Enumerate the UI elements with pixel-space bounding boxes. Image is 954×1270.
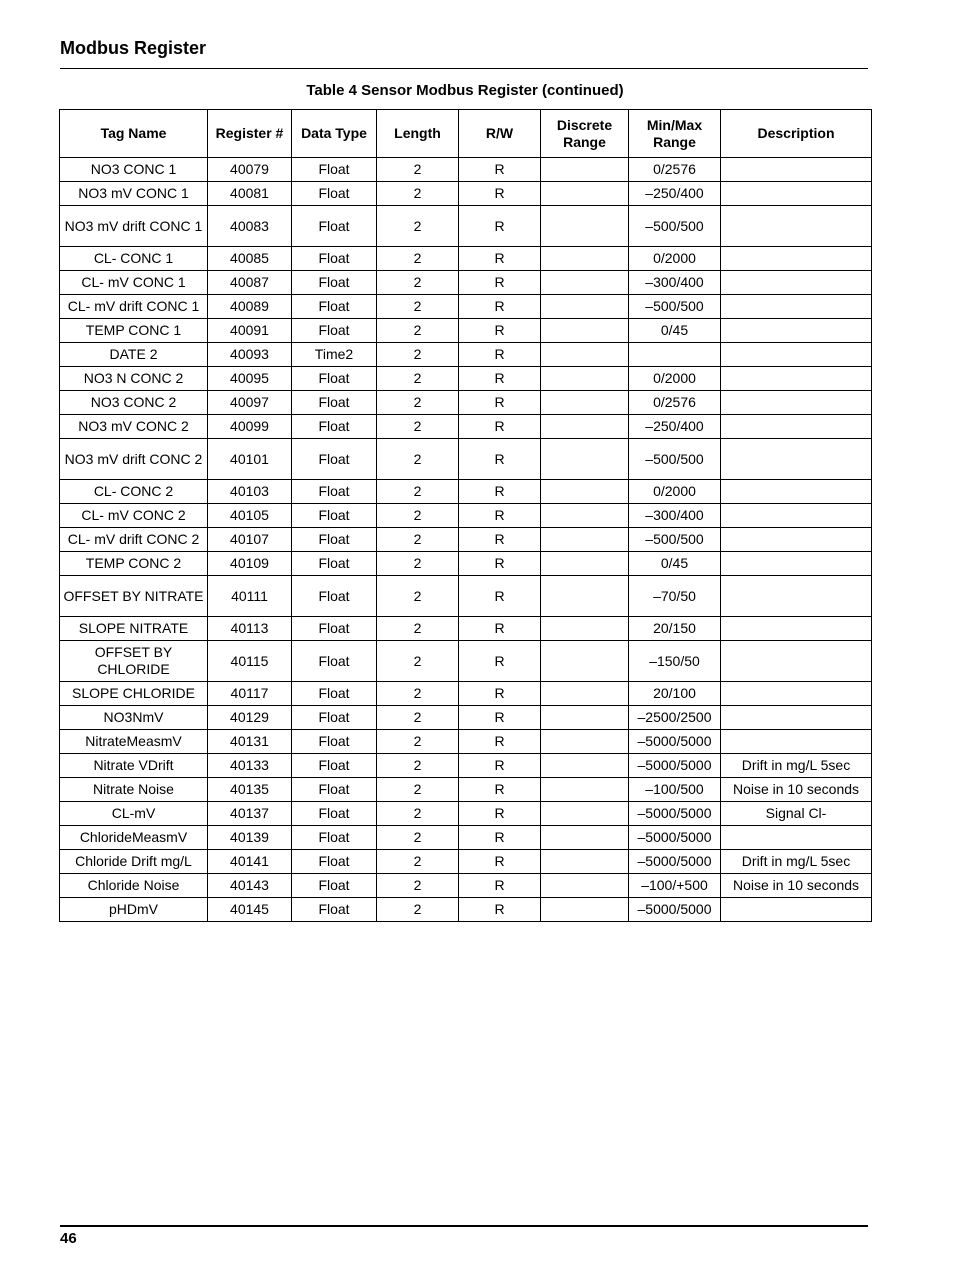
cell-discrete-range <box>541 391 629 415</box>
cell-description: Noise in 10 seconds <box>721 778 872 802</box>
cell-discrete-range <box>541 682 629 706</box>
cell-rw: R <box>459 778 541 802</box>
cell-discrete-range <box>541 415 629 439</box>
cell-min-max-range: 0/2000 <box>629 480 721 504</box>
column-header-data-type: Data Type <box>292 110 377 158</box>
cell-register: 40089 <box>208 295 292 319</box>
cell-tag-name: TEMP CONC 2 <box>60 552 208 576</box>
cell-rw: R <box>459 850 541 874</box>
cell-min-max-range: –5000/5000 <box>629 898 721 922</box>
table-row <box>60 295 872 319</box>
section-title: Modbus Register <box>60 38 207 58</box>
cell-discrete-range <box>541 802 629 826</box>
cell-tag-name: TEMP CONC 1 <box>60 319 208 343</box>
cell-rw: R <box>459 182 541 206</box>
cell-length: 2 <box>377 730 459 754</box>
table-row <box>60 802 872 826</box>
cell-tag-name: CL- mV CONC 2 <box>60 504 208 528</box>
cell-min-max-range: –500/500 <box>629 295 721 319</box>
column-header-tag-name: Tag Name <box>60 110 208 158</box>
cell-min-max-range: 0/2000 <box>629 367 721 391</box>
cell-rw: R <box>459 439 541 480</box>
cell-data-type: Float <box>292 158 377 182</box>
cell-rw: R <box>459 158 541 182</box>
cell-tag-name: NO3 mV CONC 1 <box>60 182 208 206</box>
cell-length: 2 <box>377 826 459 850</box>
cell-data-type: Float <box>292 182 377 206</box>
cell-data-type: Float <box>292 778 377 802</box>
cell-tag-name: Nitrate Noise <box>60 778 208 802</box>
cell-data-type: Float <box>292 528 377 552</box>
cell-min-max-range: –5000/5000 <box>629 802 721 826</box>
cell-register: 40143 <box>208 874 292 898</box>
cell-length: 2 <box>377 528 459 552</box>
cell-description <box>721 898 872 922</box>
table-row <box>60 706 872 730</box>
cell-data-type: Float <box>292 552 377 576</box>
cell-min-max-range: 20/150 <box>629 617 721 641</box>
table-row <box>60 528 872 552</box>
cell-register: 40107 <box>208 528 292 552</box>
cell-rw: R <box>459 617 541 641</box>
table-row <box>60 391 872 415</box>
cell-length: 2 <box>377 850 459 874</box>
cell-rw: R <box>459 271 541 295</box>
cell-min-max-range: –100/500 <box>629 778 721 802</box>
cell-data-type: Float <box>292 706 377 730</box>
cell-discrete-range <box>541 247 629 271</box>
cell-length: 2 <box>377 754 459 778</box>
cell-length: 2 <box>377 182 459 206</box>
cell-data-type: Float <box>292 439 377 480</box>
page-number: 46 <box>60 1230 77 1247</box>
table-row <box>60 367 872 391</box>
cell-length: 2 <box>377 802 459 826</box>
cell-min-max-range: 0/45 <box>629 319 721 343</box>
cell-length: 2 <box>377 480 459 504</box>
cell-data-type: Float <box>292 367 377 391</box>
table-row <box>60 826 872 850</box>
cell-length: 2 <box>377 874 459 898</box>
cell-description <box>721 415 872 439</box>
cell-min-max-range: 0/2000 <box>629 247 721 271</box>
cell-description <box>721 271 872 295</box>
table-row <box>60 439 872 480</box>
cell-data-type: Float <box>292 576 377 617</box>
cell-register: 40081 <box>208 182 292 206</box>
cell-min-max-range: –70/50 <box>629 576 721 617</box>
cell-tag-name: SLOPE CHLORIDE <box>60 682 208 706</box>
table-row <box>60 617 872 641</box>
table-row <box>60 271 872 295</box>
cell-min-max-range: –250/400 <box>629 182 721 206</box>
cell-discrete-range <box>541 367 629 391</box>
cell-register: 40137 <box>208 802 292 826</box>
cell-rw: R <box>459 641 541 682</box>
cell-length: 2 <box>377 295 459 319</box>
table-row <box>60 898 872 922</box>
cell-description <box>721 706 872 730</box>
cell-min-max-range: –5000/5000 <box>629 826 721 850</box>
cell-discrete-range <box>541 778 629 802</box>
cell-register: 40099 <box>208 415 292 439</box>
cell-length: 2 <box>377 343 459 367</box>
cell-tag-name: NO3 N CONC 2 <box>60 367 208 391</box>
cell-discrete-range <box>541 576 629 617</box>
cell-tag-name: CL- CONC 2 <box>60 480 208 504</box>
cell-length: 2 <box>377 617 459 641</box>
footer-rule <box>60 1225 868 1227</box>
column-header-discrete-range: Discrete Range <box>541 110 629 158</box>
table-row <box>60 480 872 504</box>
cell-register: 40091 <box>208 319 292 343</box>
cell-rw: R <box>459 898 541 922</box>
column-header-length: Length <box>377 110 459 158</box>
cell-register: 40129 <box>208 706 292 730</box>
cell-min-max-range: –300/400 <box>629 504 721 528</box>
cell-length: 2 <box>377 576 459 617</box>
cell-register: 40103 <box>208 480 292 504</box>
cell-rw: R <box>459 826 541 850</box>
cell-register: 40105 <box>208 504 292 528</box>
cell-description <box>721 319 872 343</box>
cell-tag-name: CL- mV drift CONC 2 <box>60 528 208 552</box>
cell-data-type: Float <box>292 480 377 504</box>
cell-rw: R <box>459 247 541 271</box>
cell-data-type: Float <box>292 754 377 778</box>
cell-data-type: Float <box>292 295 377 319</box>
cell-description <box>721 439 872 480</box>
cell-description <box>721 617 872 641</box>
cell-description <box>721 247 872 271</box>
cell-description: Drift in mg/L 5sec <box>721 754 872 778</box>
cell-min-max-range: –100/+500 <box>629 874 721 898</box>
cell-min-max-range: –500/500 <box>629 528 721 552</box>
cell-length: 2 <box>377 778 459 802</box>
cell-description: Signal Cl- <box>721 802 872 826</box>
column-header-min-max-range: Min/Max Range <box>629 110 721 158</box>
cell-description <box>721 391 872 415</box>
cell-min-max-range: –5000/5000 <box>629 730 721 754</box>
cell-tag-name: NO3 mV drift CONC 2 <box>60 439 208 480</box>
cell-register: 40139 <box>208 826 292 850</box>
cell-data-type: Float <box>292 826 377 850</box>
column-header-register: Register # <box>208 110 292 158</box>
cell-data-type: Float <box>292 898 377 922</box>
table-row <box>60 247 872 271</box>
cell-length: 2 <box>377 552 459 576</box>
cell-register: 40079 <box>208 158 292 182</box>
cell-min-max-range: 20/100 <box>629 682 721 706</box>
cell-rw: R <box>459 391 541 415</box>
cell-data-type: Float <box>292 247 377 271</box>
cell-discrete-range <box>541 182 629 206</box>
cell-rw: R <box>459 206 541 247</box>
cell-tag-name: DATE 2 <box>60 343 208 367</box>
cell-discrete-range <box>541 730 629 754</box>
cell-tag-name: CL- CONC 1 <box>60 247 208 271</box>
cell-register: 40145 <box>208 898 292 922</box>
cell-discrete-range <box>541 480 629 504</box>
cell-register: 40135 <box>208 778 292 802</box>
table-row <box>60 319 872 343</box>
cell-discrete-range <box>541 874 629 898</box>
cell-register: 40085 <box>208 247 292 271</box>
cell-tag-name: CL-mV <box>60 802 208 826</box>
cell-data-type: Float <box>292 730 377 754</box>
cell-description <box>721 730 872 754</box>
cell-discrete-range <box>541 552 629 576</box>
table-row <box>60 552 872 576</box>
cell-register: 40131 <box>208 730 292 754</box>
cell-rw: R <box>459 730 541 754</box>
cell-rw: R <box>459 552 541 576</box>
cell-length: 2 <box>377 158 459 182</box>
cell-rw: R <box>459 754 541 778</box>
cell-length: 2 <box>377 367 459 391</box>
cell-length: 2 <box>377 706 459 730</box>
cell-data-type: Float <box>292 271 377 295</box>
cell-register: 40083 <box>208 206 292 247</box>
table-row <box>60 874 872 898</box>
cell-tag-name: NO3 CONC 1 <box>60 158 208 182</box>
cell-description <box>721 158 872 182</box>
cell-discrete-range <box>541 158 629 182</box>
cell-rw: R <box>459 480 541 504</box>
cell-rw: R <box>459 528 541 552</box>
cell-min-max-range: 0/2576 <box>629 158 721 182</box>
cell-register: 40095 <box>208 367 292 391</box>
cell-min-max-range: –5000/5000 <box>629 850 721 874</box>
cell-description <box>721 367 872 391</box>
column-header-rw: R/W <box>459 110 541 158</box>
cell-length: 2 <box>377 415 459 439</box>
cell-min-max-range: –250/400 <box>629 415 721 439</box>
cell-min-max-range: –300/400 <box>629 271 721 295</box>
cell-length: 2 <box>377 682 459 706</box>
cell-description <box>721 206 872 247</box>
cell-data-type: Float <box>292 682 377 706</box>
cell-tag-name: OFFSET BY NITRATE <box>60 576 208 617</box>
cell-register: 40117 <box>208 682 292 706</box>
table-row <box>60 754 872 778</box>
cell-discrete-range <box>541 641 629 682</box>
modbus-register-table <box>59 109 872 922</box>
cell-discrete-range <box>541 295 629 319</box>
cell-rw: R <box>459 343 541 367</box>
cell-min-max-range: 0/2576 <box>629 391 721 415</box>
cell-data-type: Float <box>292 802 377 826</box>
cell-discrete-range <box>541 850 629 874</box>
cell-data-type: Float <box>292 391 377 415</box>
cell-length: 2 <box>377 898 459 922</box>
table-row <box>60 206 872 247</box>
cell-length: 2 <box>377 439 459 480</box>
cell-tag-name: Nitrate VDrift <box>60 754 208 778</box>
cell-length: 2 <box>377 271 459 295</box>
cell-description: Noise in 10 seconds <box>721 874 872 898</box>
cell-discrete-range <box>541 343 629 367</box>
cell-data-type: Float <box>292 641 377 682</box>
cell-data-type: Float <box>292 850 377 874</box>
cell-description <box>721 504 872 528</box>
table-row <box>60 504 872 528</box>
table-row <box>60 158 872 182</box>
cell-data-type: Float <box>292 206 377 247</box>
cell-data-type: Float <box>292 415 377 439</box>
cell-tag-name: NitrateMeasmV <box>60 730 208 754</box>
cell-discrete-range <box>541 826 629 850</box>
cell-data-type: Float <box>292 504 377 528</box>
cell-rw: R <box>459 706 541 730</box>
cell-discrete-range <box>541 206 629 247</box>
cell-register: 40097 <box>208 391 292 415</box>
table-row <box>60 182 872 206</box>
cell-description <box>721 343 872 367</box>
cell-tag-name: Chloride Drift mg/L <box>60 850 208 874</box>
cell-tag-name: NO3 mV drift CONC 1 <box>60 206 208 247</box>
cell-rw: R <box>459 319 541 343</box>
cell-register: 40109 <box>208 552 292 576</box>
cell-tag-name: ChlorideMeasmV <box>60 826 208 850</box>
cell-register: 40093 <box>208 343 292 367</box>
cell-length: 2 <box>377 641 459 682</box>
cell-register: 40087 <box>208 271 292 295</box>
cell-min-max-range <box>629 343 721 367</box>
header-rule <box>60 68 868 69</box>
cell-data-type: Time2 <box>292 343 377 367</box>
cell-tag-name: CL- mV CONC 1 <box>60 271 208 295</box>
column-header-description: Description <box>721 110 872 158</box>
cell-min-max-range: –500/500 <box>629 206 721 247</box>
cell-description <box>721 182 872 206</box>
cell-discrete-range <box>541 271 629 295</box>
cell-discrete-range <box>541 528 629 552</box>
cell-tag-name: NO3NmV <box>60 706 208 730</box>
cell-register: 40115 <box>208 641 292 682</box>
cell-discrete-range <box>541 439 629 480</box>
cell-rw: R <box>459 874 541 898</box>
cell-length: 2 <box>377 206 459 247</box>
cell-description <box>721 528 872 552</box>
cell-discrete-range <box>541 319 629 343</box>
cell-description <box>721 552 872 576</box>
cell-description <box>721 576 872 617</box>
cell-description <box>721 295 872 319</box>
cell-min-max-range: –150/50 <box>629 641 721 682</box>
table-row <box>60 343 872 367</box>
cell-rw: R <box>459 576 541 617</box>
table-row <box>60 778 872 802</box>
cell-register: 40113 <box>208 617 292 641</box>
cell-description <box>721 682 872 706</box>
table-row <box>60 730 872 754</box>
cell-register: 40141 <box>208 850 292 874</box>
cell-description: Drift in mg/L 5sec <box>721 850 872 874</box>
cell-discrete-range <box>541 706 629 730</box>
cell-description <box>721 641 872 682</box>
cell-data-type: Float <box>292 874 377 898</box>
table-row <box>60 641 872 682</box>
table-row <box>60 850 872 874</box>
cell-tag-name: pHDmV <box>60 898 208 922</box>
cell-length: 2 <box>377 319 459 343</box>
cell-length: 2 <box>377 391 459 415</box>
cell-min-max-range: –5000/5000 <box>629 754 721 778</box>
cell-rw: R <box>459 682 541 706</box>
table-row <box>60 576 872 617</box>
cell-tag-name: Chloride Noise <box>60 874 208 898</box>
cell-data-type: Float <box>292 319 377 343</box>
cell-description <box>721 480 872 504</box>
cell-data-type: Float <box>292 617 377 641</box>
cell-min-max-range: 0/45 <box>629 552 721 576</box>
cell-tag-name: SLOPE NITRATE <box>60 617 208 641</box>
cell-rw: R <box>459 367 541 391</box>
cell-discrete-range <box>541 898 629 922</box>
cell-rw: R <box>459 415 541 439</box>
cell-rw: R <box>459 504 541 528</box>
cell-tag-name: CL- mV drift CONC 1 <box>60 295 208 319</box>
cell-discrete-range <box>541 617 629 641</box>
table-row <box>60 415 872 439</box>
cell-length: 2 <box>377 247 459 271</box>
table-caption: Table 4 Sensor Modbus Register (continued) <box>306 82 624 99</box>
cell-min-max-range: –500/500 <box>629 439 721 480</box>
cell-discrete-range <box>541 504 629 528</box>
cell-tag-name: OFFSET BY CHLORIDE <box>60 641 208 682</box>
cell-min-max-range: –2500/2500 <box>629 706 721 730</box>
cell-tag-name: NO3 mV CONC 2 <box>60 415 208 439</box>
cell-register: 40133 <box>208 754 292 778</box>
cell-discrete-range <box>541 754 629 778</box>
cell-register: 40101 <box>208 439 292 480</box>
cell-description <box>721 826 872 850</box>
cell-tag-name: NO3 CONC 2 <box>60 391 208 415</box>
table-body <box>60 158 872 922</box>
cell-rw: R <box>459 295 541 319</box>
table-header-row <box>60 110 872 158</box>
table-row <box>60 682 872 706</box>
cell-rw: R <box>459 802 541 826</box>
cell-register: 40111 <box>208 576 292 617</box>
cell-length: 2 <box>377 504 459 528</box>
